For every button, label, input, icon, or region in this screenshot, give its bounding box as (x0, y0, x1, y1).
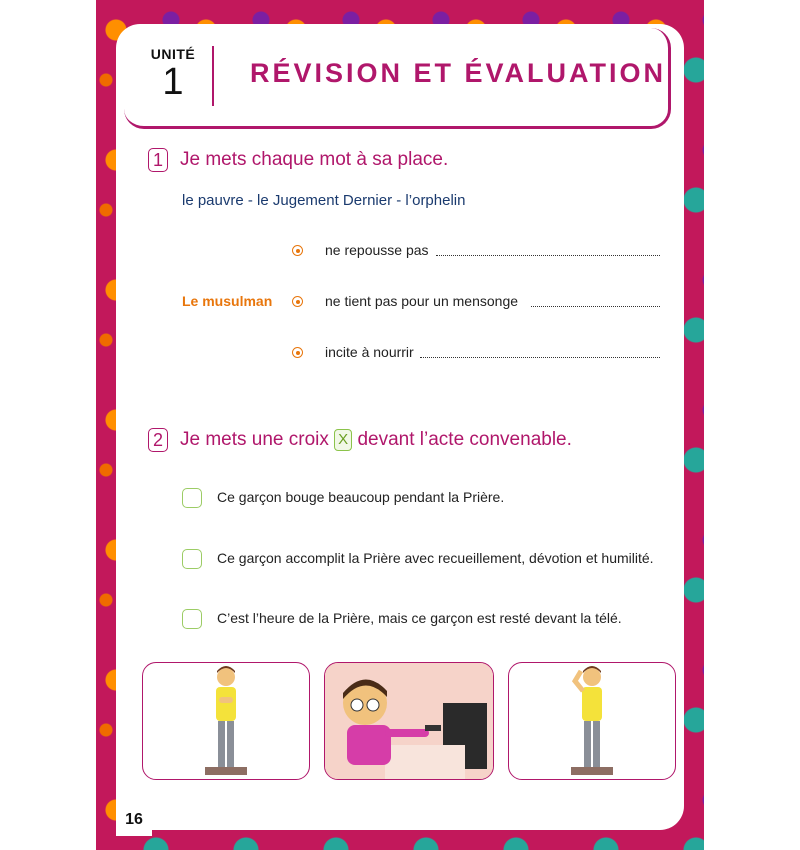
exercise-2-instruction (180, 429, 572, 451)
bullet-icon (292, 245, 303, 256)
header-divider (212, 46, 214, 106)
option-checkbox-3[interactable] (182, 609, 202, 629)
instruction-text-before: Je mets une croix (180, 429, 329, 451)
sentence-item-3: incite à nourrir (325, 344, 414, 360)
illustration-boy-scratching-head (508, 662, 676, 780)
sentence-item-1: ne repousse pas (325, 242, 429, 258)
exercise-1-instruction: Je mets chaque mot à sa place. (180, 149, 449, 170)
answer-blank-2[interactable] (531, 305, 660, 307)
unit-number: 1 (162, 61, 184, 103)
boy-tv-icon (325, 663, 493, 779)
option-checkbox-2[interactable] (182, 549, 202, 569)
page-number: 16 (116, 800, 152, 836)
bullet-icon (292, 296, 303, 307)
page-title: RÉVISION ET ÉVALUATION (250, 58, 667, 88)
bullet-icon (292, 347, 303, 358)
option-text-2: Ce garçon accomplit la Prière avec recueillement, dévotion et humilité. (217, 550, 654, 566)
boy-praying-icon (143, 663, 309, 779)
illustration-boy-praying (142, 662, 310, 780)
illustration-boy-tv (324, 662, 494, 780)
word-list: le pauvre - le Jugement Dernier - l’orphelin (182, 192, 466, 209)
unit-label: UNITÉ (150, 46, 196, 62)
cross-icon: X (334, 429, 352, 451)
option-text-3: C’est l’heure de la Prière, mais ce garçon est resté devant la télé. (217, 610, 622, 626)
unit-badge (140, 46, 206, 108)
subject-label: Le musulman (182, 293, 273, 309)
sentence-item-2: ne tient pas pour un mensonge (325, 293, 519, 309)
answer-blank-3[interactable] (420, 356, 660, 358)
instruction-text-after: devant l’acte convenable. (357, 429, 572, 451)
answer-blank-1[interactable] (436, 254, 660, 256)
exercise-1-number: 1 (148, 148, 168, 172)
boy-scratching-head-icon (509, 663, 675, 779)
option-text-1: Ce garçon bouge beaucoup pendant la Prière. (217, 489, 505, 505)
option-checkbox-1[interactable] (182, 488, 202, 508)
exercise-2-number: 2 (148, 428, 168, 452)
